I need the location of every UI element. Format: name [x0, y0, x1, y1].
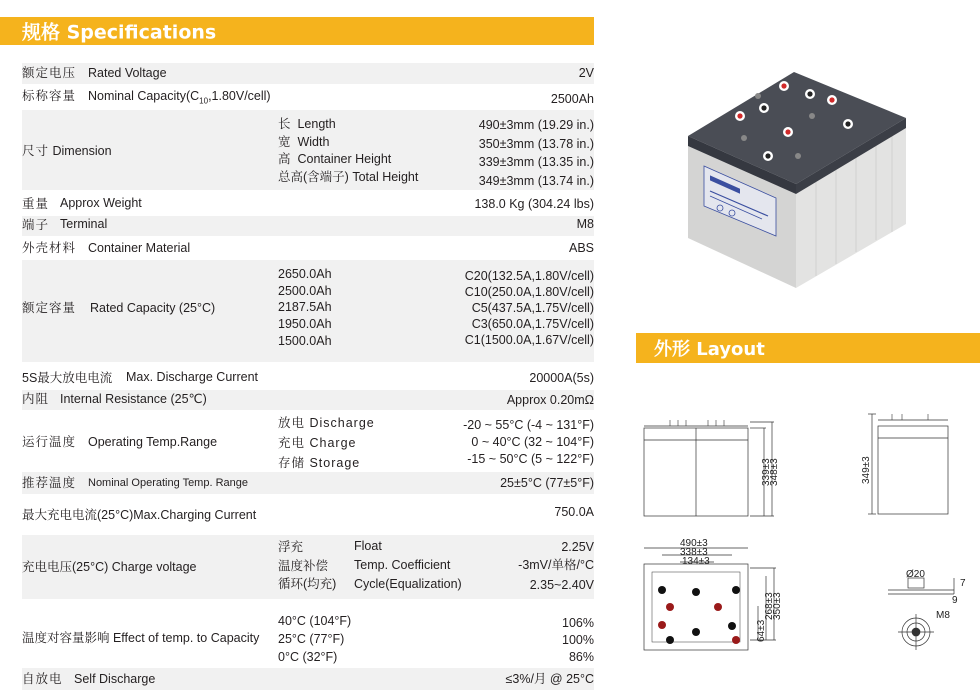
spec-row-container-material	[22, 238, 594, 258]
capacity-rate: C10(250.0A,1.80V/cell)	[464, 285, 594, 299]
spec-label: 充电电压(25°C) Charge voltage	[22, 560, 197, 574]
spec-label: 温度对容量影响 Effect of temp. to Capacity	[22, 631, 260, 645]
temp-effect-40c-value: 106%	[562, 616, 594, 630]
dim-top-350: 350±3	[772, 592, 783, 620]
spec-value: ≤3%/月 @ 25°C	[505, 672, 594, 686]
temp-effect-25c: 25°C (77°F)	[278, 632, 345, 646]
spec-row-recommended-temp	[22, 472, 594, 494]
spec-label-en: Rated Capacity (25°C)	[90, 301, 216, 315]
dimension-length-value: 490±3mm (19.29 in.)	[478, 118, 594, 132]
spec-row-nominal-capacity	[22, 86, 594, 108]
capacity-ah: 2500.0Ah	[278, 284, 332, 298]
charge-cycle-value: 2.35~2.40V	[529, 578, 594, 592]
dim-top-64: 64±3	[756, 619, 767, 642]
spec-label-en: Rated Voltage	[88, 66, 167, 80]
capacity-ah: 2187.5Ah	[278, 300, 332, 314]
specifications-banner	[0, 17, 594, 45]
temp-effect-0c: 0°C (32°F)	[278, 650, 338, 664]
layout-title: 外形 Layout	[654, 339, 765, 360]
spec-row-charge-voltage	[22, 535, 594, 599]
spec-value: 138.0 Kg (304.24 lbs)	[474, 197, 594, 211]
charge-cycle-en: Cycle(Equalization)	[354, 577, 462, 591]
temp-charge-value: 0 ~ 40°C (32 ~ 104°F)	[471, 435, 594, 449]
specifications-title: 规格 Specifications	[22, 21, 217, 44]
spec-value: 20000A(5s)	[529, 371, 594, 385]
temp-charge-label: 充电 Charge	[278, 436, 357, 450]
charge-coefficient-en: Temp. Coefficient	[354, 558, 451, 572]
spec-label-en: Self Discharge	[74, 672, 156, 686]
dim-terminal-m8: M8	[936, 610, 950, 621]
capacity-rate: C3(650.0A,1.75V/cell)	[471, 317, 594, 331]
charge-float-en: Float	[354, 539, 382, 553]
top-view-terminals	[658, 586, 740, 644]
temp-discharge-value: -20 ~ 55°C (-4 ~ 131°F)	[463, 418, 594, 432]
spec-label-en: Nominal $Capacity(C_{10},1.80V/cell)$	[88, 89, 271, 106]
spec-label-cn: 端子	[22, 218, 50, 232]
spec-label-en: Container Material	[88, 241, 191, 255]
spec-row-rated-capacity	[22, 260, 594, 362]
battery-photo	[680, 66, 912, 288]
spec-row-operating-temp	[22, 411, 594, 471]
spec-row-rated-voltage	[22, 63, 594, 84]
capacity-rate: C5(437.5A,1.75V/cell)	[471, 301, 594, 315]
side-view-drawing	[868, 414, 948, 514]
spec-label-cn: 额定电压	[22, 66, 77, 80]
dim-front-339: 339±3	[761, 458, 772, 486]
charge-cycle-cn: 循环(均充)	[278, 577, 337, 591]
spec-label-cn: 运行温度	[22, 435, 77, 449]
capacity-ah: 2650.0Ah	[278, 267, 332, 281]
spec-row-internal-resistance	[22, 390, 594, 410]
spec-label-cn: 额定容量	[22, 301, 77, 315]
dim-terminal-diameter: Ø20	[906, 569, 925, 580]
dim-top-490: 490±3	[680, 538, 708, 549]
spec-value: M8	[576, 217, 594, 231]
dim-top-268: 268±3	[764, 592, 775, 620]
spec-label-cn: 自放电	[22, 672, 63, 686]
temp-effect-25c-value: 100%	[562, 633, 594, 647]
dim-top-338: 338±3	[680, 547, 708, 558]
spec-value: ABS	[568, 241, 594, 255]
spec-label-en: Internal Resistance (25℃)	[60, 392, 207, 406]
spec-value: 2500Ah	[550, 92, 594, 106]
spec-label-cn: 标称容量	[22, 89, 77, 103]
spec-value: 25±5°C (77±5°F)	[500, 476, 594, 490]
dim-top-134: 134±3	[682, 556, 710, 567]
dimension-container-height-label: 高 Container Height	[278, 152, 392, 166]
spec-label-cn: 推荐温度	[22, 476, 77, 490]
dim-terminal-9: 9	[952, 595, 958, 606]
temp-discharge-label: 放电 Discharge	[278, 416, 375, 430]
spec-value: 750.0A	[554, 505, 594, 519]
spec-row-temp-effect	[22, 610, 594, 666]
spec-label-en: Terminal	[60, 217, 108, 231]
spec-row-max-charging	[22, 500, 594, 530]
spec-row-dimension	[22, 110, 594, 190]
spec-label-en: Operating Temp.Range	[88, 435, 218, 449]
spec-row-weight	[22, 193, 594, 215]
capacity-ah: 1500.0Ah	[278, 334, 332, 348]
dimension-container-height-value: 339±3mm (13.35 in.)	[478, 155, 594, 169]
spec-label-en: Nominal Operating Temp. Range	[88, 477, 248, 489]
spec-label-cn: 重量	[22, 197, 50, 211]
dimension-width-value: 350±3mm (13.78 in.)	[478, 137, 594, 151]
capacity-ah: 1950.0Ah	[278, 317, 332, 331]
spec-label: 最大充电电流(25°C)Max.Charging Current	[22, 508, 257, 522]
temp-storage-value: -15 ~ 50°C (5 ~ 122°F)	[467, 452, 594, 466]
temp-effect-0c-value: 86%	[568, 650, 594, 664]
layout-drawings	[636, 400, 980, 700]
front-view-drawing	[644, 420, 774, 516]
spec-value: 2V	[578, 66, 594, 80]
spec-row-max-discharge	[22, 367, 594, 389]
spec-label-en: Approx Weight	[60, 196, 142, 210]
dimension-total-height-label: 总高(含端子) Total Height	[278, 170, 419, 184]
charge-coefficient-cn: 温度补偿	[278, 559, 329, 573]
spec-row-self-discharge	[22, 668, 594, 690]
layout-banner	[636, 333, 980, 363]
spec-label-cn: 内阻	[22, 392, 50, 406]
spec-label-en: Max. Discharge Current	[126, 370, 258, 384]
spec-label: 尺寸 Dimension	[22, 144, 112, 158]
dim-terminal-7: 7	[960, 578, 966, 589]
dimension-total-height-value: 349±3mm (13.74 in.)	[478, 174, 594, 188]
charge-coefficient-value: -3mV/单格/°C	[518, 558, 594, 572]
capacity-rate: C1(1500.0A,1.67V/cell)	[464, 333, 594, 347]
spec-row-terminal	[22, 216, 594, 236]
capacity-rate: C20(132.5A,1.80V/cell)	[464, 269, 594, 283]
spec-value: Approx 0.20mΩ	[506, 393, 594, 407]
dimension-length-label: 长 Length	[278, 117, 336, 131]
dimension-width-label: 宽 Width	[278, 135, 330, 149]
charge-float-value: 2.25V	[561, 540, 594, 554]
charge-float-cn: 浮充	[278, 540, 304, 554]
dim-front-348: 348±3	[769, 458, 780, 486]
temp-storage-label: 存储 Storage	[278, 456, 361, 470]
spec-label-cn: 外壳材料	[22, 241, 77, 255]
temp-effect-40c: 40°C (104°F)	[278, 614, 352, 628]
dim-side-349: 349±3	[861, 456, 872, 484]
spec-label-cn: 5S最大放电电流	[22, 371, 113, 385]
